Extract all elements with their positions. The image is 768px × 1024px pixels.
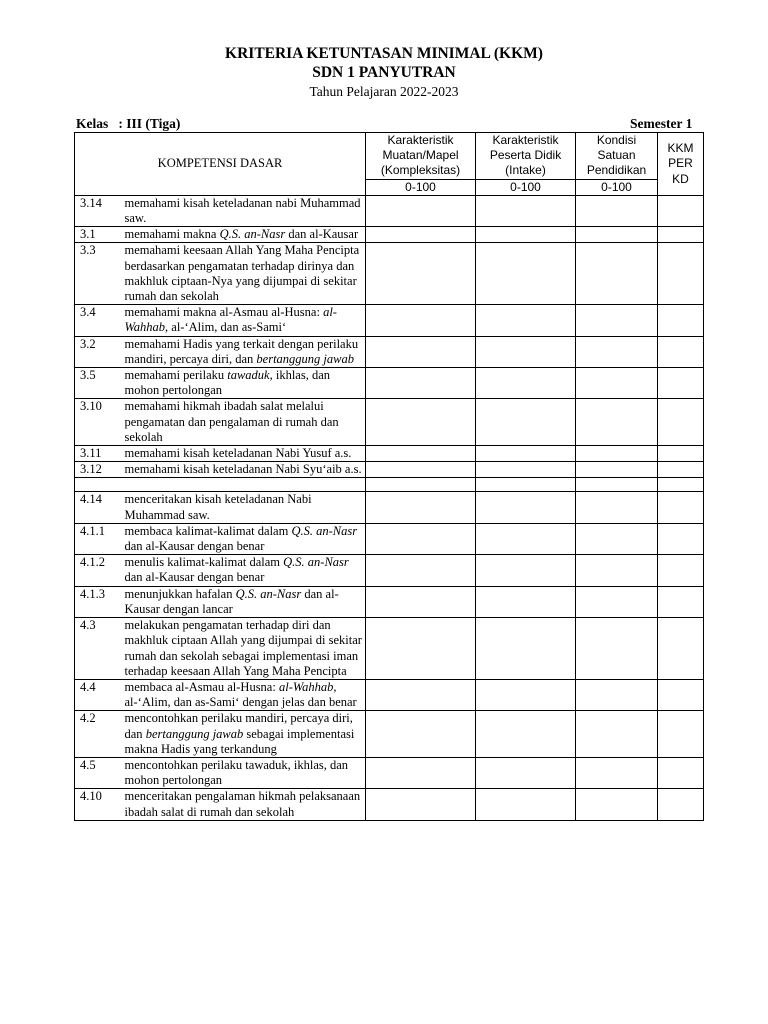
- kd-number: 4.4: [75, 679, 123, 710]
- kompleksitas-cell[interactable]: [366, 679, 476, 710]
- table-body: [75, 195, 704, 820]
- intake-cell[interactable]: [476, 711, 576, 758]
- kkm-cell[interactable]: [658, 227, 704, 243]
- kondisi-cell[interactable]: [576, 757, 658, 788]
- intake-cell[interactable]: [476, 305, 576, 336]
- spacer-cell: [75, 478, 366, 492]
- academic-year: Tahun Pelajaran 2022-2023: [309, 84, 459, 99]
- intake-cell[interactable]: [476, 478, 576, 492]
- kompleksitas-cell[interactable]: [366, 711, 476, 758]
- text-segment: membaca al-Asmau al-Husna:: [124, 679, 279, 694]
- kd-description: [123, 757, 366, 788]
- text-segment: , al-‘Alim, dan as-Sami‘: [165, 320, 287, 335]
- kd-number: 3.1: [75, 227, 123, 243]
- header-line: KD: [672, 171, 689, 186]
- text-segment: menulis kalimat-kalimat dalam: [124, 555, 284, 570]
- kd-number: 4.3: [75, 618, 123, 680]
- text-segment: memahami perilaku: [124, 368, 228, 383]
- intake-cell[interactable]: [476, 368, 576, 399]
- kkm-cell[interactable]: [658, 446, 704, 462]
- kkm-cell[interactable]: [658, 492, 704, 523]
- text-segment: , al-‘Alim, dan as-Sami‘ dengan jelas dan benar: [124, 679, 357, 710]
- kd-description: [123, 368, 366, 399]
- kd-number: 3.10: [75, 399, 123, 446]
- table-row: [75, 462, 704, 478]
- kd-number: 4.1.1: [75, 523, 123, 554]
- kkm-cell[interactable]: [658, 523, 704, 554]
- kd-description: [123, 446, 366, 462]
- intake-cell[interactable]: [476, 523, 576, 554]
- kd-number: 3.5: [75, 368, 123, 399]
- kd-description: [123, 243, 366, 305]
- header-line: Peserta Didik: [489, 148, 562, 163]
- text-segment: menunjukkan hafalan: [124, 586, 236, 601]
- kompleksitas-cell[interactable]: [366, 618, 476, 680]
- intake-cell[interactable]: [476, 227, 576, 243]
- kompleksitas-cell[interactable]: [366, 336, 476, 367]
- kompleksitas-cell[interactable]: [366, 555, 476, 586]
- kkm-cell[interactable]: [658, 478, 704, 492]
- italic-term: al-Wahhab: [278, 679, 334, 694]
- kkm-cell[interactable]: [658, 679, 704, 710]
- text-segment: memahami makna: [124, 227, 220, 242]
- intake-cell[interactable]: [476, 757, 576, 788]
- italic-term: bertanggung jawab: [145, 726, 244, 741]
- kd-description: [123, 711, 366, 758]
- school-name: SDN 1 PANYUTRAN: [312, 64, 456, 81]
- header-line: Satuan: [597, 148, 636, 163]
- italic-term: Q.S. an-Nasr: [235, 586, 302, 601]
- text-segment: memahami Hadis yang terkait dengan perilaku mandiri, percaya diri, dan: [124, 336, 359, 366]
- header-line: Pendidikan: [586, 163, 647, 178]
- italic-term: tawaduk: [227, 368, 270, 383]
- kompleksitas-cell[interactable]: [366, 195, 476, 226]
- kd-number: 4.1.3: [75, 586, 123, 617]
- text-segment: memahami keesaan Allah Yang Maha Pencipta berdasarkan pengamatan terhadap dirinya dan makhluk ciptaan-Nya yang dijumpai di sekitar rumah dan sekolah: [124, 243, 360, 304]
- table-row: [75, 757, 704, 788]
- kd-number: 3.2: [75, 336, 123, 367]
- italic-term: al-Wahhab: [124, 305, 337, 335]
- kkm-cell[interactable]: [658, 586, 704, 617]
- table-row: [75, 336, 704, 367]
- class-label: Kelas : III (Tiga): [76, 116, 181, 131]
- table-row: [75, 492, 704, 523]
- kkm-cell[interactable]: [658, 618, 704, 680]
- kkm-cell[interactable]: [658, 243, 704, 305]
- intake-cell[interactable]: [476, 462, 576, 478]
- intake-cell[interactable]: [476, 618, 576, 680]
- text-segment: dan al-Kausar dengan benar: [124, 570, 265, 585]
- kkm-cell[interactable]: [658, 711, 704, 758]
- intake-cell[interactable]: [476, 586, 576, 617]
- intake-cell[interactable]: [476, 679, 576, 710]
- text-segment: melakukan pengamatan terhadap diri dan makhluk ciptaan Allah yang dijumpai di sekitar rumah dan sekolah sebagai implementasi iman terhadap keesaan Allah Yang Maha Pencipta: [124, 618, 362, 678]
- kondisi-cell[interactable]: [576, 492, 658, 523]
- kd-number: 4.5: [75, 757, 123, 788]
- table-row: [75, 399, 704, 446]
- header-karakteristik-peserta: [476, 133, 576, 180]
- text-segment: memahami kisah keteladanan nabi Muhammad saw.: [124, 195, 361, 226]
- text-segment: , ikhlas, dan mohon pertolongan: [124, 368, 331, 398]
- intake-cell[interactable]: [476, 195, 576, 226]
- kd-number: 4.14: [75, 492, 123, 523]
- kondisi-cell[interactable]: [576, 336, 658, 367]
- table-row: [75, 679, 704, 710]
- kd-description: [123, 789, 366, 820]
- kkm-cell[interactable]: [658, 195, 704, 226]
- italic-term: Q.S. an-Nasr: [283, 555, 349, 570]
- kompleksitas-cell[interactable]: [366, 227, 476, 243]
- kompleksitas-cell[interactable]: [366, 399, 476, 446]
- kompleksitas-cell[interactable]: [366, 243, 476, 305]
- header-line: (Intake): [505, 163, 546, 178]
- table-row: [75, 195, 704, 226]
- kd-description: [123, 462, 366, 478]
- kd-description: [123, 305, 366, 336]
- kd-description: [123, 586, 366, 617]
- header-line: KKM: [667, 141, 694, 156]
- kondisi-cell[interactable]: [576, 789, 658, 820]
- kkm-table: [74, 132, 704, 821]
- kd-number: 3.11: [75, 446, 123, 462]
- kd-number: 3.4: [75, 305, 123, 336]
- text-segment: memahami kisah keteladanan Nabi Yusuf a.s.: [124, 446, 352, 461]
- header-line: Muatan/Mapel: [382, 148, 459, 163]
- kondisi-cell[interactable]: [576, 227, 658, 243]
- document-title: KRITERIA KETUNTASAN MINIMAL (KKM): [225, 45, 543, 62]
- kd-number: 3.14: [75, 195, 123, 226]
- kompleksitas-cell[interactable]: [366, 789, 476, 820]
- kondisi-cell[interactable]: [576, 446, 658, 462]
- kondisi-cell[interactable]: [576, 586, 658, 617]
- header-kompetensi-dasar: KOMPETENSI DASAR: [75, 133, 366, 196]
- kd-number: 3.12: [75, 462, 123, 478]
- kd-description: [123, 492, 366, 523]
- header-row: [75, 133, 704, 180]
- kondisi-cell[interactable]: [576, 195, 658, 226]
- kompleksitas-cell[interactable]: [366, 757, 476, 788]
- text-segment: memahami makna al-Asmau al-Husna:: [124, 305, 324, 320]
- kompleksitas-cell[interactable]: [366, 368, 476, 399]
- kd-number: 4.1.2: [75, 555, 123, 586]
- header-line: (Kompleksitas): [380, 163, 461, 178]
- kd-description: [123, 679, 366, 710]
- header-kondisi-satuan: [576, 133, 658, 180]
- kkm-cell[interactable]: [658, 399, 704, 446]
- range-label: 0-100: [576, 179, 658, 195]
- text-segment: dan al-Kausar: [285, 227, 359, 242]
- kompleksitas-cell[interactable]: [366, 478, 476, 492]
- kondisi-cell[interactable]: [576, 462, 658, 478]
- kompleksitas-cell[interactable]: [366, 446, 476, 462]
- table-row: [75, 711, 704, 758]
- kompleksitas-cell[interactable]: [366, 462, 476, 478]
- kondisi-cell[interactable]: [576, 523, 658, 554]
- kd-description: [123, 195, 366, 226]
- kkm-cell[interactable]: [658, 757, 704, 788]
- kd-description: [123, 336, 366, 367]
- kompleksitas-cell[interactable]: [366, 492, 476, 523]
- header-line: Kondisi: [596, 133, 637, 147]
- kondisi-cell[interactable]: [576, 618, 658, 680]
- kompleksitas-cell[interactable]: [366, 523, 476, 554]
- text-segment: mencontohkan perilaku mandiri, percaya diri, dan: [124, 711, 353, 741]
- kkm-cell[interactable]: [658, 555, 704, 586]
- table-row: [75, 305, 704, 336]
- table-row: [75, 555, 704, 586]
- table-row: [75, 618, 704, 680]
- text-segment: membaca kalimat-kalimat dalam: [124, 523, 292, 538]
- header-kkm-per-kd: [658, 133, 704, 196]
- kkm-cell[interactable]: [658, 368, 704, 399]
- text-segment: dan al-Kausar dengan lancar: [124, 586, 339, 616]
- intake-cell[interactable]: [476, 446, 576, 462]
- kkm-cell[interactable]: [658, 789, 704, 820]
- kkm-cell[interactable]: [658, 462, 704, 478]
- intake-cell[interactable]: [476, 789, 576, 820]
- kondisi-cell[interactable]: [576, 478, 658, 492]
- header-line: Karakteristik: [492, 133, 559, 147]
- kompleksitas-cell[interactable]: [366, 586, 476, 617]
- text-segment: memahami kisah keteladanan Nabi Syu‘aib a.s.: [124, 462, 362, 477]
- italic-term: bertanggung jawab: [256, 351, 354, 366]
- kondisi-cell[interactable]: [576, 243, 658, 305]
- text-segment: memahami hikmah ibadah salat melalui pengamatan dan pengalaman di rumah dan sekolah: [124, 399, 339, 444]
- kondisi-cell[interactable]: [576, 399, 658, 446]
- text-segment: menceritakan pengalaman hikmah pelaksanaan ibadah salat di rumah dan sekolah: [124, 789, 361, 819]
- kd-description: [123, 227, 366, 243]
- table-row: [75, 368, 704, 399]
- kondisi-cell[interactable]: [576, 679, 658, 710]
- text-segment: sebagai implementasi makna Hadis yang terkandung: [124, 726, 355, 756]
- kd-description: [123, 523, 366, 554]
- kompleksitas-cell[interactable]: [366, 305, 476, 336]
- intake-cell[interactable]: [476, 492, 576, 523]
- table-row: [75, 523, 704, 554]
- spacer-row: [75, 478, 704, 492]
- kondisi-cell[interactable]: [576, 368, 658, 399]
- intake-cell[interactable]: [476, 243, 576, 305]
- table-row: [75, 446, 704, 462]
- header-karakteristik-muatan: [366, 133, 476, 180]
- intake-cell[interactable]: [476, 399, 576, 446]
- text-segment: dan al-Kausar dengan benar: [124, 539, 265, 554]
- kd-description: [123, 618, 366, 680]
- kkm-cell[interactable]: [658, 305, 704, 336]
- kondisi-cell[interactable]: [576, 555, 658, 586]
- kd-number: 4.10: [75, 789, 123, 820]
- intake-cell[interactable]: [476, 555, 576, 586]
- table-row: [75, 789, 704, 820]
- header-line: PER: [668, 156, 693, 171]
- intake-cell[interactable]: [476, 336, 576, 367]
- text-segment: mencontohkan perilaku tawaduk, ikhlas, dan mohon pertolongan: [124, 757, 349, 788]
- kd-number: 4.2: [75, 711, 123, 758]
- kd-number: 3.3: [75, 243, 123, 305]
- table-row: [75, 227, 704, 243]
- range-label: 0-100: [476, 179, 576, 195]
- kd-description: [123, 399, 366, 446]
- kkm-cell[interactable]: [658, 336, 704, 367]
- header-line: Karakteristik: [387, 133, 454, 147]
- italic-term: Q.S. an-Nasr: [219, 227, 286, 242]
- range-label: 0-100: [366, 179, 476, 195]
- semester-label: Semester 1: [630, 116, 693, 131]
- table-row: [75, 586, 704, 617]
- kondisi-cell[interactable]: [576, 711, 658, 758]
- italic-term: Q.S. an-Nasr: [291, 523, 358, 538]
- kd-description: [123, 555, 366, 586]
- table-row: [75, 243, 704, 305]
- kondisi-cell[interactable]: [576, 305, 658, 336]
- text-segment: menceritakan kisah keteladanan Nabi Muhammad saw.: [124, 492, 312, 522]
